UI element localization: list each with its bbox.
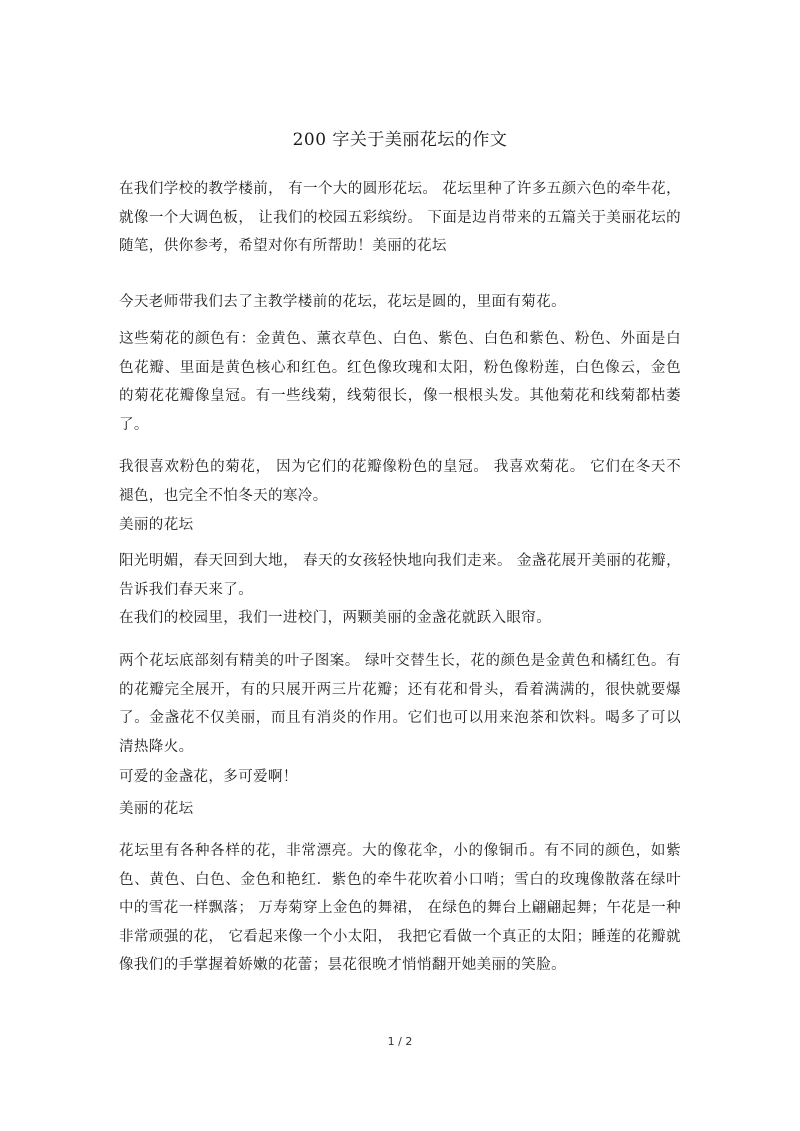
paragraph-various-flowers: 花坛里有各种各样的花，非常漂亮。大的像花伞，小的像铜币。有不同的颜色，如紫色、黄色、白色、金色和艳红．紫色的牵牛花吹着小口哨；雪白的玫瑰像散落在绿叶中的雪花一样飘落； 万寿菊穿上金色的舞裙， 在绿色的舞台上翩翩起舞；午花是一种非常顽强的花， 它看起来像一个小太阳， 我把它看做一个真正的太阳；睡莲的花瓣就像我们的手掌握着娇嫩的花蕾；昙花很晚才悄悄翻开她美丽的笑脸。 [119, 843, 681, 973]
paragraph-pink-chrysanthemum: 我很喜欢粉色的菊花， 因为它们的花瓣像粉色的皇冠。 我喜欢菊花。 它们在冬天不褪色，也完全不怕冬天的寒冷。 [119, 459, 681, 504]
paragraph-lovely-marigold: 可爱的金盏花，多可爱啊！ [119, 769, 298, 785]
paragraph-spring: 阳光明媚，春天回到大地， 春天的女孩轻快地向我们走来。 金盏花展开美丽的花瓣，告诉我们春天来了。 [119, 553, 681, 598]
paragraph-intro: 在我们学校的教学楼前， 有一个大的圆形花坛。 花坛里种了许多五颜六色的牵牛花，就像一个大调色板， 让我们的校园五彩缤纷。 下面是边肖带来的五篇关于美丽花坛的随笔，供你参考，希望对你有所帮助！美丽的花坛 [119, 181, 681, 254]
page-indicator: 1 / 2 [387, 1035, 413, 1048]
paragraph-campus: 在我们的校园里，我们一进校门，两颗美丽的金盏花就跃入眼帘。 [119, 610, 552, 626]
paragraph-chrysanthemum-intro: 今天老师带我们去了主教学楼前的花坛，花坛是圆的，里面有菊花。 [119, 294, 566, 310]
section-heading-beautiful-flower-bed-1: 美丽的花坛 [119, 517, 194, 533]
section-heading-beautiful-flower-bed-2: 美丽的花坛 [119, 801, 194, 817]
paragraph-chrysanthemum-colors: 这些菊花的颜色有：金黄色、薰衣草色、白色、紫色、白色和紫色、粉色、外面是白色花瓣、里面是黄色核心和红色。红色像玫瑰和太阳，粉色像粉莲，白色像云，金色的菊花花瓣像皇冠。有一些线菊，线菊很长，像一根根头发。其他菊花和线菊都枯萎了。 [119, 331, 681, 433]
document-title: 200 字关于美丽花坛的作文 [292, 130, 508, 150]
paragraph-marigold: 两个花坛底部刻有精美的叶子图案。 绿叶交替生长，花的颜色是金黄色和橘红色。有的花瓣完全展开，有的只展开两三片花瓣；还有花和骨头，看着满满的，很快就要爆了。金盏花不仅美丽，而且有消炎的作用。它们也可以用来泡茶和饮料。喝多了可以清热降火。 [119, 653, 681, 755]
